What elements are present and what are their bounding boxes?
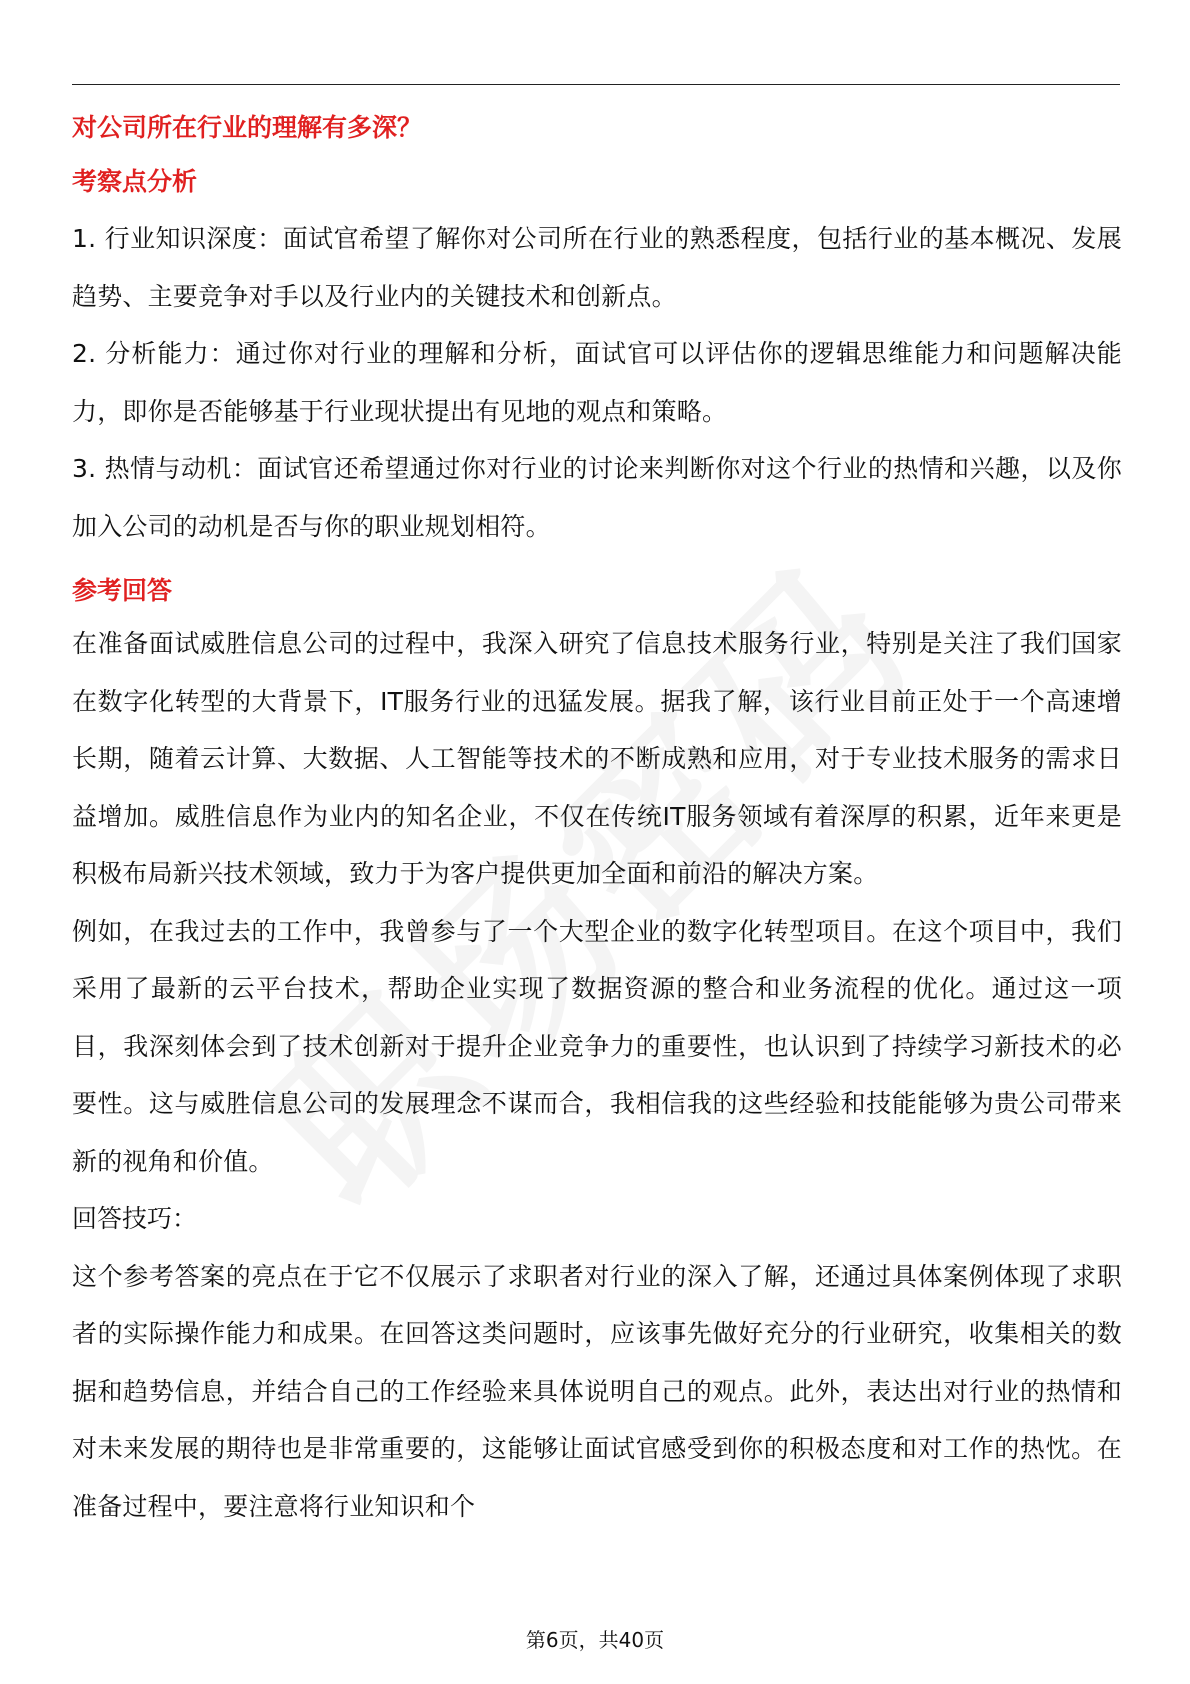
analysis-item-3: 3. 热情与动机：面试官还希望通过你对行业的讨论来判断你对这个行业的热情和兴趣，以及你加入公司的动机是否与你的职业规划相符。 bbox=[72, 454, 1122, 541]
analysis-heading: 考察点分析 bbox=[72, 167, 198, 196]
page-number-footer: 第6页，共40页 bbox=[525, 1628, 665, 1652]
answer-heading: 参考回答 bbox=[72, 576, 173, 605]
analysis-item-2: 2. 分析能力：通过你对行业的理解和分析，面试官可以评估你的逻辑思维能力和问题解决能力，即你是否能够基于行业现状提出有见地的观点和策略。 bbox=[72, 339, 1122, 426]
question-title: 对公司所在行业的理解有多深？ bbox=[72, 113, 423, 142]
answer-paragraph-2: 例如，在我过去的工作中，我曾参与了一个大型企业的数字化转型项目。在这个项目中，我们采用了最新的云平台技术，帮助企业实现了数据资源的整合和业务流程的优化。通过这一项目，我深刻体会到了技术创新对于提升企业竞争力的重要性，也认识到了持续学习新技术的必要性。这与威胜信息公司的发展理念不谋而合，我相信我的这些经验和技能能够为贵公司带来新的视角和价值。 bbox=[72, 916, 1122, 1176]
tips-label: 回答技巧： bbox=[72, 1204, 198, 1233]
analysis-item-1: 1. 行业知识深度：面试官希望了解你对公司所在行业的熟悉程度，包括行业的基本概况、发展趋势、主要竞争对手以及行业内的关键技术和创新点。 bbox=[72, 224, 1122, 311]
page-content bbox=[72, 100, 1122, 1535]
top-divider bbox=[72, 84, 1120, 85]
tips-paragraph: 这个参考答案的亮点在于它不仅展示了求职者对行业的深入了解，还通过具体案例体现了求职者的实际操作能力和成果。在回答这类问题时，应该事先做好充分的行业研究，收集相关的数据和趋势信息，并结合自己的工作经验来具体说明自己的观点。此外，表达出对行业的热情和对未来发展的期待也是非常重要的，这能够让面试官感受到你的积极态度和对工作的热忱。在准备过程中，要注意将行业知识和个 bbox=[72, 1261, 1122, 1521]
answer-paragraph-1: 在准备面试威胜信息公司的过程中，我深入研究了信息技术服务行业，特别是关注了我们国家在数字化转型的大背景下，IT服务行业的迅猛发展。据我了解，该行业目前正处于一个高速增长期，随着云计算、大数据、人工智能等技术的不断成熟和应用，对于专业技术服务的需求日益增加。威胜信息作为业内的知名企业，不仅在传统IT服务领域有着深厚的积累，近年来更是积极布局新兴技术领域，致力于为客户提供更加全面和前沿的解决方案。 bbox=[72, 629, 1122, 888]
